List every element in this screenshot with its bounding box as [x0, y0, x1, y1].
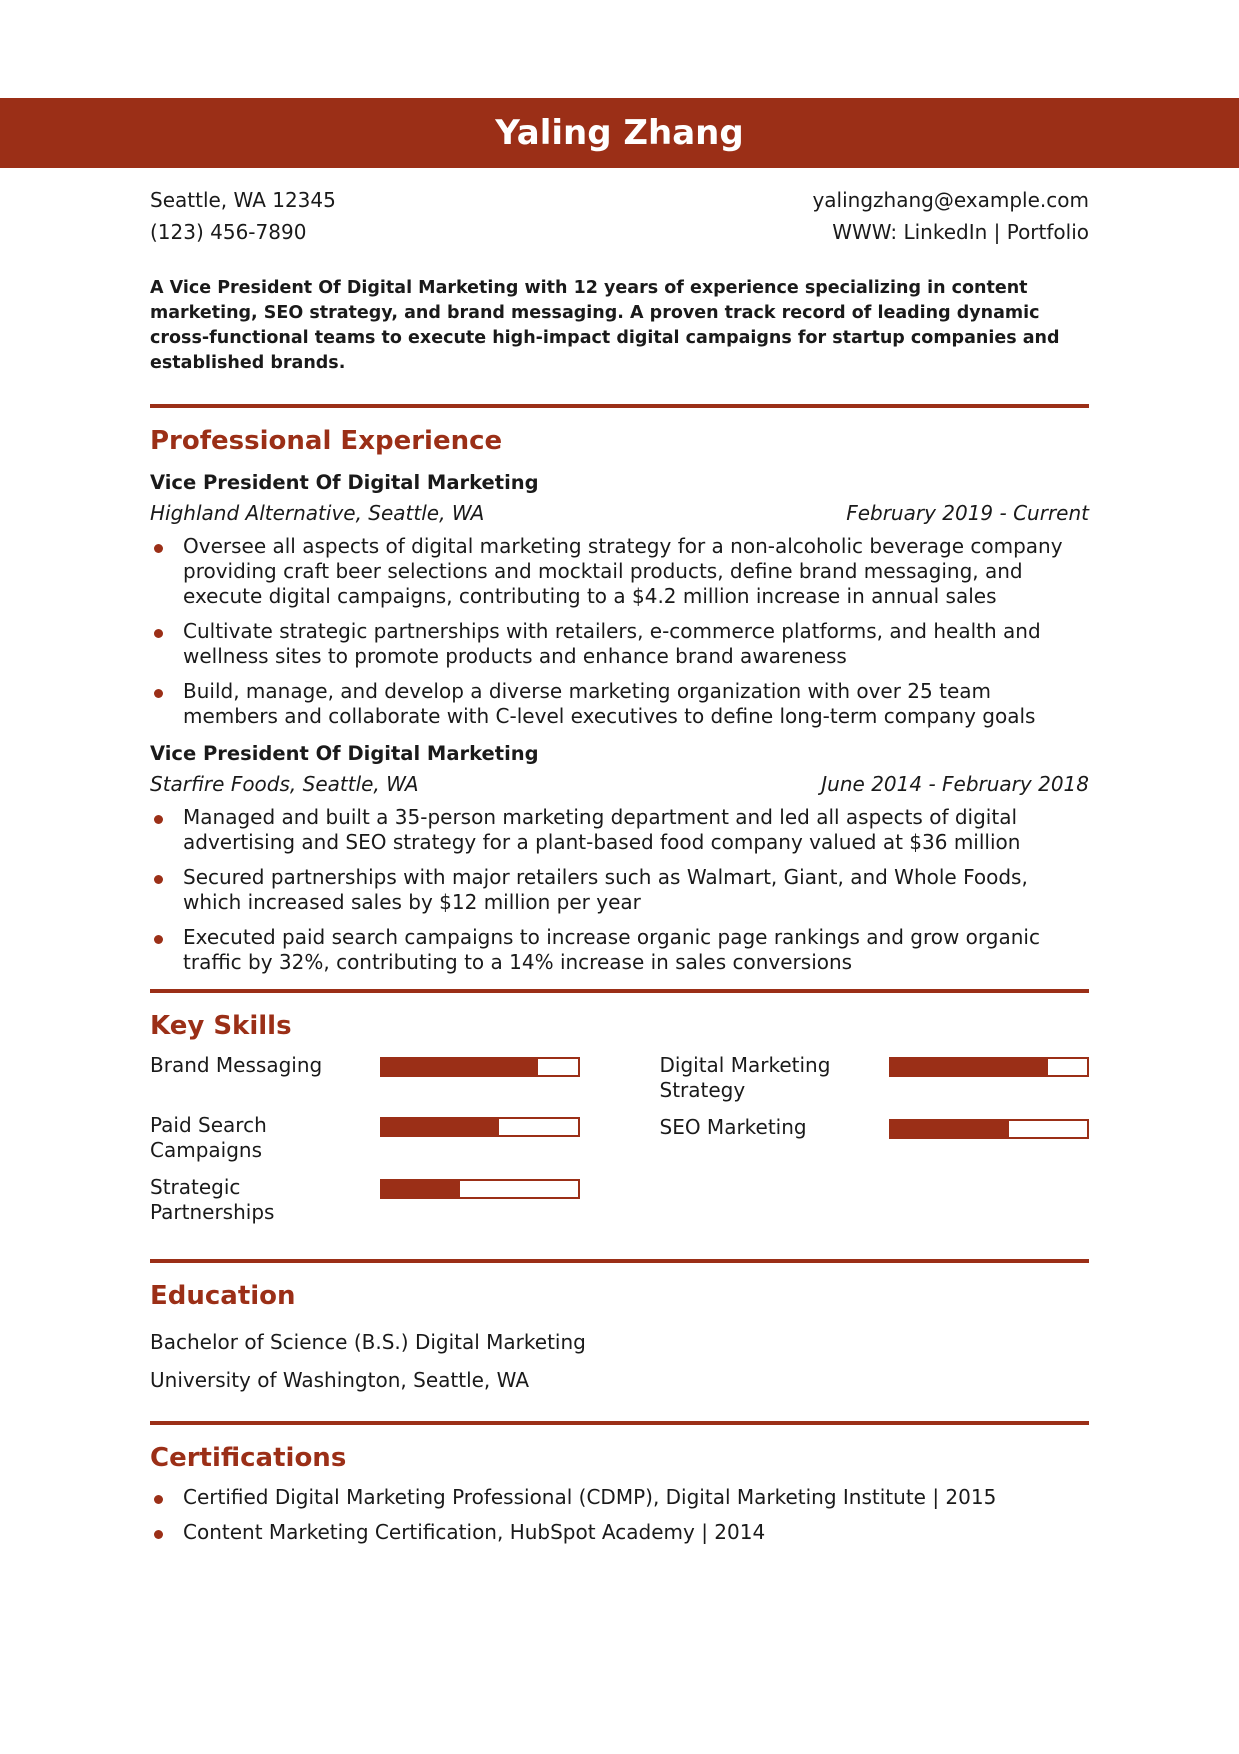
bullet-text: Cultivate strategic partnerships with retailers, e-commerce platforms, and health and wellness sites to promote products and enhance brand awareness: [183, 619, 1041, 668]
bullet-dot-icon: [154, 629, 163, 638]
section-title-certifications: Certifications: [150, 1443, 347, 1473]
contact-block: [150, 184, 1089, 248]
job-dates: February 2019 - Current: [846, 501, 1089, 525]
certification-text: Certified Digital Marketing Professional (CDMP), Digital Marketing Institute | 2015: [183, 1485, 997, 1509]
skill-level-fill: [382, 1181, 460, 1197]
education-school: University of Washington, Seattle, WA: [150, 1368, 530, 1392]
section-divider: [150, 989, 1089, 993]
candidate-name: Yaling Zhang: [495, 113, 744, 153]
certification-text: Content Marketing Certification, HubSpot Academy | 2014: [183, 1520, 766, 1544]
bullet-dot-icon: [154, 1495, 163, 1504]
bullet-text: Executed paid search campaigns to increase organic page rankings and grow organic traffic by 32%, contributing to a 14% increase in sales conversions: [183, 925, 1040, 974]
job-company: Highland Alternative, Seattle, WA: [150, 501, 485, 525]
list-item: [150, 865, 1089, 915]
skill-name: Digital Marketing Strategy: [659, 1053, 831, 1102]
bullet-text: Build, manage, and develop a diverse marketing organization with over 25 team members and collaborate with C-level executives to define long-term company goals: [183, 679, 1036, 728]
job-title: Vice President Of Digital Marketing: [150, 471, 539, 494]
section-title-skills: Key Skills: [150, 1011, 292, 1041]
bullet-dot-icon: [154, 689, 163, 698]
skill-level-fill: [891, 1059, 1048, 1075]
bullet-dot-icon: [154, 875, 163, 884]
contact-location: Seattle, WA 12345: [150, 188, 336, 212]
section-divider: [150, 1259, 1089, 1263]
job-company: Starfire Foods, Seattle, WA: [150, 772, 419, 796]
skill-level-bar: [380, 1179, 580, 1199]
job-bullets: [150, 534, 1089, 729]
job-bullets: [150, 805, 1089, 975]
education-section: [150, 1259, 1089, 1399]
skills-column-left: [150, 1053, 580, 1237]
contact-phone: (123) 456-7890: [150, 220, 307, 244]
list-item: [150, 679, 1089, 729]
skill-name: SEO Marketing: [659, 1115, 807, 1139]
list-item: [150, 619, 1089, 669]
skills-grid: [150, 1053, 1089, 1237]
list-item: [150, 925, 1089, 975]
job-meta: [150, 498, 1089, 528]
section-title-experience: Professional Experience: [150, 426, 503, 456]
skill-level-fill: [382, 1059, 539, 1075]
skills-section: [150, 989, 1089, 1237]
bullet-text: Oversee all aspects of digital marketing strategy for a non-alcoholic beverage company providing craft beer selections and mocktail products, define brand messaging, and execute digital campaigns, contributing to a $4.2 million increase in annual sales: [183, 534, 1063, 608]
job-entry: [150, 468, 1089, 729]
contact-email[interactable]: yalingzhang@example.com: [812, 188, 1089, 212]
professional-summary: A Vice President Of Digital Marketing with 12 years of experience specializing in content marketing, SEO strategy, and brand messaging. A proven track record of leading dynamic cross-functional teams to execute high-impact digital campaigns for startup companies and established brands.: [150, 278, 1060, 373]
job-meta: [150, 769, 1089, 799]
skill-name: Paid Search Campaigns: [150, 1113, 267, 1162]
list-item: [150, 1485, 1089, 1510]
skill-name: Brand Messaging: [150, 1053, 323, 1077]
resume-body: [150, 168, 1089, 1555]
contact-links[interactable]: WWW: LinkedIn | Portfolio: [832, 220, 1089, 244]
certifications-section: [150, 1421, 1089, 1545]
bullet-dot-icon: [154, 935, 163, 944]
job-entry: [150, 739, 1089, 975]
skill-level-bar: [889, 1057, 1089, 1077]
skill-item: [150, 1113, 580, 1163]
skill-level-fill: [891, 1121, 1009, 1137]
contact-right: [812, 184, 1089, 248]
list-item: [150, 1520, 1089, 1545]
bullet-text: Managed and built a 35-person marketing department and led all aspects of digital advertising and SEO strategy for a plant-based food company valued at $36 million: [183, 805, 1021, 854]
education-degree: Bachelor of Science (B.S.) Digital Marketing: [150, 1330, 586, 1354]
bullet-text: Secured partnerships with major retailers such as Walmart, Giant, and Whole Foods, which increased sales by $12 million per year: [183, 865, 1028, 914]
skill-item: [660, 1115, 1090, 1163]
bullet-dot-icon: [154, 1530, 163, 1539]
section-divider: [150, 1421, 1089, 1425]
skill-level-bar: [380, 1117, 580, 1137]
section-divider: [150, 404, 1089, 408]
skill-level-bar: [889, 1119, 1089, 1139]
list-item: [150, 805, 1089, 855]
skill-name: Strategic Partnerships: [150, 1175, 275, 1224]
skill-item: [150, 1175, 580, 1225]
contact-left: [150, 184, 336, 248]
section-title-education: Education: [150, 1281, 296, 1311]
skill-item: [150, 1053, 580, 1101]
list-item: [150, 534, 1089, 609]
job-title: Vice President Of Digital Marketing: [150, 742, 539, 765]
skill-item: [660, 1053, 1090, 1103]
certification-list: [150, 1485, 1089, 1545]
skill-level-fill: [382, 1119, 500, 1135]
skills-column-right: [660, 1053, 1090, 1237]
skill-level-bar: [380, 1057, 580, 1077]
job-dates: June 2014 - February 2018: [821, 772, 1089, 796]
experience-section: [150, 404, 1089, 975]
name-banner: [0, 98, 1239, 168]
bullet-dot-icon: [154, 544, 163, 553]
bullet-dot-icon: [154, 815, 163, 824]
